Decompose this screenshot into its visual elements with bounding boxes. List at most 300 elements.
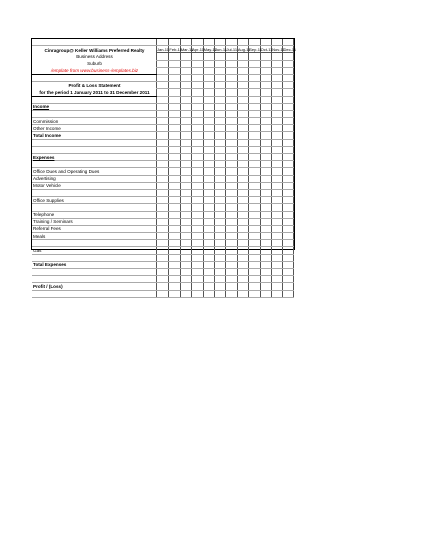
- value-cell[interactable]: [203, 161, 214, 168]
- value-cell[interactable]: [169, 168, 180, 175]
- value-cell[interactable]: [226, 240, 237, 247]
- value-cell[interactable]: [249, 60, 260, 67]
- month-header[interactable]: Feb-11: [169, 46, 182, 52]
- value-cell[interactable]: [192, 182, 203, 189]
- value-cell[interactable]: [260, 283, 271, 290]
- value-cell[interactable]: [237, 139, 248, 146]
- value-cell[interactable]: [272, 161, 283, 168]
- value-cell[interactable]: [226, 67, 237, 74]
- value-cell[interactable]: [272, 197, 283, 204]
- value-cell[interactable]: [226, 82, 237, 89]
- value-cell[interactable]: [215, 53, 226, 60]
- value-cell[interactable]: [272, 233, 283, 240]
- value-cell[interactable]: [156, 204, 168, 211]
- value-cell[interactable]: [156, 225, 168, 232]
- value-cell[interactable]: [180, 240, 191, 247]
- value-cell[interactable]: [226, 189, 237, 196]
- value-cell[interactable]: [180, 189, 191, 196]
- value-cell[interactable]: [237, 53, 248, 60]
- value-cell[interactable]: [169, 204, 180, 211]
- value-cell[interactable]: [203, 175, 214, 182]
- value-cell[interactable]: [260, 204, 271, 211]
- value-cell[interactable]: [203, 67, 214, 74]
- value-cell[interactable]: [249, 103, 260, 110]
- value-cell[interactable]: [192, 110, 203, 117]
- value-cell[interactable]: [226, 161, 237, 168]
- value-cell[interactable]: [237, 132, 248, 139]
- value-cell[interactable]: [272, 182, 283, 189]
- value-cell[interactable]: [283, 261, 294, 268]
- value-cell[interactable]: [226, 39, 237, 46]
- value-cell[interactable]: [249, 161, 260, 168]
- value-cell[interactable]: [169, 182, 180, 189]
- value-cell[interactable]: [192, 82, 203, 89]
- value-cell[interactable]: [260, 118, 271, 125]
- value-cell[interactable]: [192, 261, 203, 268]
- value-cell[interactable]: [272, 218, 283, 225]
- value-cell[interactable]: [283, 189, 294, 196]
- month-header[interactable]: May-11: [203, 46, 217, 52]
- value-cell[interactable]: [156, 247, 168, 254]
- value-cell[interactable]: [215, 82, 226, 89]
- value-cell[interactable]: [226, 118, 237, 125]
- value-cell[interactable]: [272, 240, 283, 247]
- value-cell[interactable]: [169, 283, 180, 290]
- value-cell[interactable]: [260, 82, 271, 89]
- value-cell[interactable]: [249, 139, 260, 146]
- value-cell[interactable]: [226, 89, 237, 96]
- month-header[interactable]: Apr-11: [192, 46, 204, 52]
- value-cell[interactable]: [215, 189, 226, 196]
- value-cell[interactable]: [237, 168, 248, 175]
- value-cell[interactable]: [283, 247, 294, 254]
- value-cell[interactable]: [272, 110, 283, 117]
- value-cell[interactable]: [260, 175, 271, 182]
- value-cell[interactable]: [249, 146, 260, 153]
- value-cell[interactable]: [169, 233, 180, 240]
- value-cell[interactable]: [283, 154, 294, 161]
- value-cell[interactable]: [272, 146, 283, 153]
- value-cell[interactable]: [203, 96, 214, 103]
- value-cell[interactable]: [180, 276, 191, 283]
- value-cell[interactable]: [249, 182, 260, 189]
- value-cell[interactable]: [226, 60, 237, 67]
- value-cell[interactable]: [180, 182, 191, 189]
- value-cell[interactable]: [192, 103, 203, 110]
- value-cell[interactable]: [215, 146, 226, 153]
- value-cell[interactable]: [169, 290, 180, 297]
- value-cell[interactable]: [226, 261, 237, 268]
- value-cell[interactable]: [156, 161, 168, 168]
- value-cell[interactable]: [169, 96, 180, 103]
- value-cell[interactable]: [249, 269, 260, 276]
- value-cell[interactable]: [203, 254, 214, 261]
- value-cell[interactable]: [249, 290, 260, 297]
- value-cell[interactable]: [180, 254, 191, 261]
- value-cell[interactable]: [192, 290, 203, 297]
- value-cell[interactable]: [283, 39, 294, 46]
- value-cell[interactable]: [260, 261, 271, 268]
- value-cell[interactable]: [283, 96, 294, 103]
- value-cell[interactable]: [283, 218, 294, 225]
- value-cell[interactable]: [237, 118, 248, 125]
- value-cell[interactable]: [249, 233, 260, 240]
- value-cell[interactable]: [260, 161, 271, 168]
- value-cell[interactable]: [169, 39, 180, 46]
- value-cell[interactable]: [192, 132, 203, 139]
- value-cell[interactable]: [215, 168, 226, 175]
- month-header[interactable]: Aug-11: [237, 46, 251, 52]
- value-cell[interactable]: [215, 254, 226, 261]
- value-cell[interactable]: [192, 225, 203, 232]
- value-cell[interactable]: [215, 175, 226, 182]
- value-cell[interactable]: [156, 39, 168, 46]
- value-cell[interactable]: [180, 74, 191, 81]
- value-cell[interactable]: [192, 197, 203, 204]
- value-cell[interactable]: [156, 290, 168, 297]
- value-cell[interactable]: [156, 189, 168, 196]
- value-cell[interactable]: [237, 276, 248, 283]
- value-cell[interactable]: [272, 39, 283, 46]
- value-cell[interactable]: [156, 89, 168, 96]
- value-cell[interactable]: [237, 74, 248, 81]
- value-cell[interactable]: [156, 269, 168, 276]
- value-cell[interactable]: [237, 175, 248, 182]
- value-cell[interactable]: [260, 182, 271, 189]
- value-cell[interactable]: [203, 269, 214, 276]
- value-cell[interactable]: [180, 175, 191, 182]
- value-cell[interactable]: [283, 182, 294, 189]
- value-cell[interactable]: [156, 125, 168, 132]
- value-cell[interactable]: [237, 89, 248, 96]
- value-cell[interactable]: [169, 269, 180, 276]
- month-header[interactable]: Jun-11: [215, 46, 227, 52]
- value-cell[interactable]: [156, 276, 168, 283]
- value-cell[interactable]: [272, 283, 283, 290]
- value-cell[interactable]: [249, 240, 260, 247]
- value-cell[interactable]: [272, 74, 283, 81]
- month-header[interactable]: Mar-11: [180, 46, 194, 52]
- value-cell[interactable]: [156, 103, 168, 110]
- value-cell[interactable]: [283, 161, 294, 168]
- value-cell[interactable]: [203, 125, 214, 132]
- value-cell[interactable]: [169, 53, 180, 60]
- value-cell[interactable]: [169, 189, 180, 196]
- value-cell[interactable]: [180, 283, 191, 290]
- value-cell[interactable]: [156, 139, 168, 146]
- value-cell[interactable]: [226, 154, 237, 161]
- value-cell[interactable]: [237, 125, 248, 132]
- month-header[interactable]: Dec-11: [283, 46, 297, 52]
- value-cell[interactable]: [249, 225, 260, 232]
- value-cell[interactable]: [260, 211, 271, 218]
- value-cell[interactable]: [180, 269, 191, 276]
- value-cell[interactable]: [226, 254, 237, 261]
- value-cell[interactable]: [192, 254, 203, 261]
- value-cell[interactable]: [215, 154, 226, 161]
- value-cell[interactable]: [192, 146, 203, 153]
- value-cell[interactable]: [249, 211, 260, 218]
- value-cell[interactable]: [283, 168, 294, 175]
- value-cell[interactable]: [215, 261, 226, 268]
- value-cell[interactable]: [156, 110, 168, 117]
- value-cell[interactable]: [272, 204, 283, 211]
- value-cell[interactable]: [192, 139, 203, 146]
- value-cell[interactable]: [249, 197, 260, 204]
- value-cell[interactable]: [249, 110, 260, 117]
- value-cell[interactable]: [226, 269, 237, 276]
- value-cell[interactable]: [237, 110, 248, 117]
- value-cell[interactable]: [156, 197, 168, 204]
- value-cell[interactable]: [215, 39, 226, 46]
- value-cell[interactable]: [156, 211, 168, 218]
- value-cell[interactable]: [215, 139, 226, 146]
- value-cell[interactable]: [260, 276, 271, 283]
- value-cell[interactable]: [203, 233, 214, 240]
- value-cell[interactable]: [169, 154, 180, 161]
- value-cell[interactable]: [237, 240, 248, 247]
- value-cell[interactable]: [169, 240, 180, 247]
- value-cell[interactable]: [180, 146, 191, 153]
- value-cell[interactable]: [203, 89, 214, 96]
- value-cell[interactable]: [169, 60, 180, 67]
- value-cell[interactable]: [215, 89, 226, 96]
- value-cell[interactable]: [272, 82, 283, 89]
- value-cell[interactable]: [249, 67, 260, 74]
- value-cell[interactable]: [192, 89, 203, 96]
- value-cell[interactable]: [260, 74, 271, 81]
- value-cell[interactable]: [260, 225, 271, 232]
- value-cell[interactable]: [203, 74, 214, 81]
- value-cell[interactable]: [226, 204, 237, 211]
- value-cell[interactable]: [180, 261, 191, 268]
- value-cell[interactable]: [180, 53, 191, 60]
- value-cell[interactable]: [226, 218, 237, 225]
- value-cell[interactable]: [180, 67, 191, 74]
- value-cell[interactable]: [272, 125, 283, 132]
- value-cell[interactable]: [260, 254, 271, 261]
- value-cell[interactable]: [156, 146, 168, 153]
- value-cell[interactable]: [156, 67, 168, 74]
- value-cell[interactable]: [272, 67, 283, 74]
- value-cell[interactable]: [249, 189, 260, 196]
- value-cell[interactable]: [260, 53, 271, 60]
- value-cell[interactable]: [249, 247, 260, 254]
- value-cell[interactable]: [237, 146, 248, 153]
- value-cell[interactable]: [249, 132, 260, 139]
- value-cell[interactable]: [283, 269, 294, 276]
- value-cell[interactable]: [237, 261, 248, 268]
- value-cell[interactable]: [260, 168, 271, 175]
- value-cell[interactable]: [203, 168, 214, 175]
- value-cell[interactable]: [203, 290, 214, 297]
- value-cell[interactable]: [272, 276, 283, 283]
- value-cell[interactable]: [156, 182, 168, 189]
- value-cell[interactable]: [203, 189, 214, 196]
- value-cell[interactable]: [260, 154, 271, 161]
- value-cell[interactable]: [272, 118, 283, 125]
- value-cell[interactable]: [237, 218, 248, 225]
- value-cell[interactable]: [226, 283, 237, 290]
- value-cell[interactable]: [192, 240, 203, 247]
- value-cell[interactable]: [215, 103, 226, 110]
- value-cell[interactable]: [237, 254, 248, 261]
- value-cell[interactable]: [226, 175, 237, 182]
- value-cell[interactable]: [215, 269, 226, 276]
- value-cell[interactable]: [156, 218, 168, 225]
- value-cell[interactable]: [169, 247, 180, 254]
- value-cell[interactable]: [283, 197, 294, 204]
- value-cell[interactable]: [203, 218, 214, 225]
- value-cell[interactable]: [192, 60, 203, 67]
- value-cell[interactable]: [283, 67, 294, 74]
- value-cell[interactable]: [180, 168, 191, 175]
- value-cell[interactable]: [203, 261, 214, 268]
- value-cell[interactable]: [272, 60, 283, 67]
- value-cell[interactable]: [180, 211, 191, 218]
- value-cell[interactable]: [226, 125, 237, 132]
- value-cell[interactable]: [283, 125, 294, 132]
- value-cell[interactable]: [203, 139, 214, 146]
- value-cell[interactable]: [226, 110, 237, 117]
- value-cell[interactable]: [169, 139, 180, 146]
- value-cell[interactable]: [156, 132, 168, 139]
- value-cell[interactable]: [260, 67, 271, 74]
- value-cell[interactable]: [169, 261, 180, 268]
- value-cell[interactable]: [215, 283, 226, 290]
- value-cell[interactable]: [156, 233, 168, 240]
- value-cell[interactable]: [226, 211, 237, 218]
- value-cell[interactable]: [249, 39, 260, 46]
- value-cell[interactable]: [203, 283, 214, 290]
- value-cell[interactable]: [169, 197, 180, 204]
- value-cell[interactable]: [272, 247, 283, 254]
- value-cell[interactable]: [192, 218, 203, 225]
- value-cell[interactable]: [237, 67, 248, 74]
- value-cell[interactable]: [272, 225, 283, 232]
- value-cell[interactable]: [226, 225, 237, 232]
- month-header[interactable]: Nov-11: [272, 46, 285, 52]
- value-cell[interactable]: [226, 53, 237, 60]
- value-cell[interactable]: [237, 154, 248, 161]
- value-cell[interactable]: [283, 211, 294, 218]
- value-cell[interactable]: [283, 74, 294, 81]
- value-cell[interactable]: [226, 197, 237, 204]
- value-cell[interactable]: [272, 103, 283, 110]
- value-cell[interactable]: [203, 197, 214, 204]
- value-cell[interactable]: [203, 103, 214, 110]
- value-cell[interactable]: [156, 168, 168, 175]
- value-cell[interactable]: [283, 110, 294, 117]
- value-cell[interactable]: [180, 103, 191, 110]
- value-cell[interactable]: [237, 182, 248, 189]
- value-cell[interactable]: [226, 96, 237, 103]
- value-cell[interactable]: [203, 118, 214, 125]
- value-cell[interactable]: [169, 74, 180, 81]
- value-cell[interactable]: [192, 211, 203, 218]
- value-cell[interactable]: [283, 118, 294, 125]
- value-cell[interactable]: [249, 218, 260, 225]
- value-cell[interactable]: [237, 161, 248, 168]
- value-cell[interactable]: [272, 254, 283, 261]
- value-cell[interactable]: [260, 96, 271, 103]
- value-cell[interactable]: [215, 110, 226, 117]
- value-cell[interactable]: [249, 96, 260, 103]
- value-cell[interactable]: [283, 103, 294, 110]
- value-cell[interactable]: [156, 175, 168, 182]
- value-cell[interactable]: [156, 96, 168, 103]
- value-cell[interactable]: [283, 175, 294, 182]
- value-cell[interactable]: [192, 96, 203, 103]
- value-cell[interactable]: [283, 240, 294, 247]
- value-cell[interactable]: [156, 53, 168, 60]
- value-cell[interactable]: [203, 154, 214, 161]
- value-cell[interactable]: [215, 276, 226, 283]
- value-cell[interactable]: [226, 168, 237, 175]
- value-cell[interactable]: [215, 182, 226, 189]
- value-cell[interactable]: [260, 139, 271, 146]
- value-cell[interactable]: [180, 39, 191, 46]
- value-cell[interactable]: [169, 225, 180, 232]
- value-cell[interactable]: [156, 74, 168, 81]
- value-cell[interactable]: [215, 290, 226, 297]
- value-cell[interactable]: [215, 247, 226, 254]
- value-cell[interactable]: [226, 146, 237, 153]
- value-cell[interactable]: [203, 39, 214, 46]
- value-cell[interactable]: [180, 125, 191, 132]
- value-cell[interactable]: [156, 283, 168, 290]
- value-cell[interactable]: [226, 276, 237, 283]
- value-cell[interactable]: [192, 125, 203, 132]
- value-cell[interactable]: [237, 39, 248, 46]
- value-cell[interactable]: [180, 233, 191, 240]
- value-cell[interactable]: [169, 67, 180, 74]
- value-cell[interactable]: [283, 82, 294, 89]
- value-cell[interactable]: [203, 82, 214, 89]
- value-cell[interactable]: [215, 74, 226, 81]
- value-cell[interactable]: [237, 189, 248, 196]
- value-cell[interactable]: [249, 283, 260, 290]
- value-cell[interactable]: [283, 225, 294, 232]
- value-cell[interactable]: [203, 247, 214, 254]
- value-cell[interactable]: [249, 168, 260, 175]
- value-cell[interactable]: [215, 118, 226, 125]
- value-cell[interactable]: [180, 290, 191, 297]
- value-cell[interactable]: [156, 118, 168, 125]
- value-cell[interactable]: [169, 218, 180, 225]
- month-header[interactable]: Jan-11: [156, 46, 169, 52]
- value-cell[interactable]: [156, 254, 168, 261]
- value-cell[interactable]: [283, 233, 294, 240]
- value-cell[interactable]: [192, 53, 203, 60]
- value-cell[interactable]: [169, 211, 180, 218]
- value-cell[interactable]: [192, 74, 203, 81]
- value-cell[interactable]: [192, 161, 203, 168]
- value-cell[interactable]: [180, 82, 191, 89]
- value-cell[interactable]: [237, 204, 248, 211]
- value-cell[interactable]: [283, 132, 294, 139]
- value-cell[interactable]: [169, 146, 180, 153]
- value-cell[interactable]: [249, 125, 260, 132]
- value-cell[interactable]: [180, 132, 191, 139]
- value-cell[interactable]: [260, 197, 271, 204]
- value-cell[interactable]: [169, 254, 180, 261]
- value-cell[interactable]: [260, 110, 271, 117]
- value-cell[interactable]: [192, 283, 203, 290]
- value-cell[interactable]: [215, 218, 226, 225]
- value-cell[interactable]: [215, 125, 226, 132]
- value-cell[interactable]: [203, 204, 214, 211]
